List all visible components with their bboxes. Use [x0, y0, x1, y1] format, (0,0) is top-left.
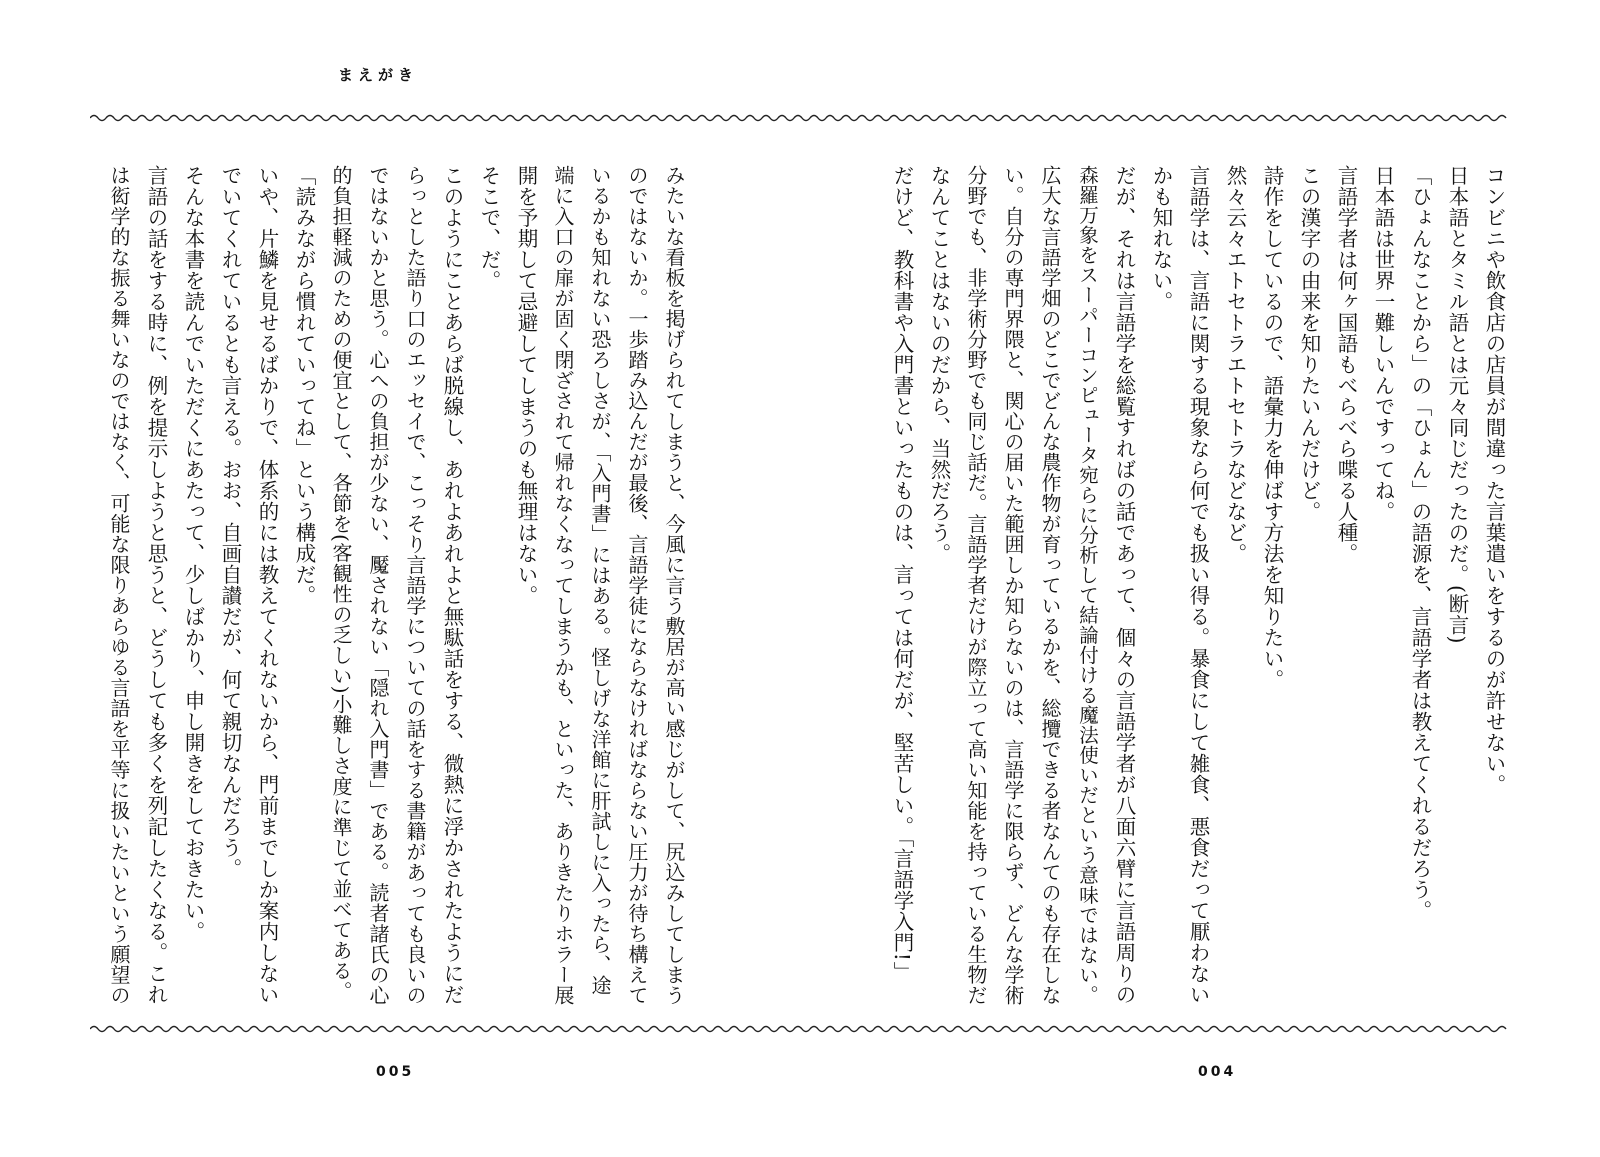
- body-line: だけど、教科書や入門書といったものは、言っては何だが、堅苦しい。「言語学入門!」: [890, 165, 914, 983]
- body-line: かも知れない。: [1149, 165, 1173, 312]
- body-line: コンビニや飲食店の店員が間違った言葉遣いをするのが許せない。: [1482, 165, 1506, 795]
- body-line: このようにことあらば脱線し、あれよあれよと無駄話をする、微熱に浮かされたようにだ: [440, 165, 464, 1005]
- body-line: ではないかと思う。心への負担が少ない、魘されない「隠れ入門書」である。読者諸氏の心: [366, 165, 390, 1006]
- body-line: 言語の話をする時に、例を提示しようと思うと、どうしても多くを列記したくなる。これ: [144, 165, 168, 1005]
- body-line: のではないか。一歩踏み込んだが最後、言語学徒にならなければならない圧力が待ち構えて: [625, 165, 649, 1006]
- body-line: だが、それは言語学を総覧すればの話であって、個々の言語学者が八面六臂に言語周りの: [1112, 165, 1136, 1005]
- body-line: 開を予期して忌避してしまうのも無理はない。: [514, 165, 538, 606]
- body-line: 然々云々エトセトラエトセトラなどなど。: [1223, 165, 1247, 564]
- page-number-left: 005: [376, 1064, 415, 1080]
- top-wave-divider: [90, 113, 1508, 123]
- body-line: 詩作をしているので、語彙力を伸ばす方法を知りたい。: [1260, 165, 1284, 690]
- body-line: 日本語は世界一難しいんですってね。: [1371, 165, 1395, 522]
- body-line: 広大な言語学畑のどこでどんな農作物が育っているかを、総攬できる者なんてのも存在しな: [1038, 165, 1062, 1006]
- body-line: は衒学的な振る舞いなのではなく、可能な限りあらゆる言語を平等に扱いたいという願望の: [107, 165, 131, 1006]
- body-line: い。自分の専門界隈と、関心の届いた範囲しか知らないのは、言語学に限らず、どんな学術: [1001, 165, 1025, 1006]
- body-line: 「ひょんなことから」の「ひょん」の語源を、言語学者は教えてくれるだろう。: [1408, 165, 1432, 921]
- body-line: 森羅万象をスーパーコンピュータ宛らに分析して結論付ける魔法使いだという意味ではない。: [1076, 165, 1099, 1005]
- body-line: この漢字の由来を知りたいんだけど。: [1297, 165, 1321, 522]
- body-line: そんな本書を読んでいただくにあたって、少しばかり、申し開きをしておきたい。: [181, 165, 205, 942]
- chapter-title: まえがき: [338, 66, 419, 84]
- body-line: らっとした語り口のエッセイで、こっそり言語学についての話をする書籍があっても良いの: [403, 165, 427, 1006]
- body-line: 言語学者は何ヶ国語もべらべら喋る人種。: [1334, 165, 1358, 564]
- body-line: いや、片鱗を見せるばかりで、体系的には教えてくれないから、門前までしか案内しない: [255, 165, 279, 1005]
- body-line: 「読みながら慣れていってね」という構成だ。: [292, 165, 316, 606]
- page-number-right: 004: [1198, 1064, 1237, 1080]
- body-line: 端に入口の扉が固く閉ざされて帰れなくなってしまうかも、といった、ありきたりホラー展: [551, 165, 575, 1006]
- body-line: 的負担軽減のための便宜として、各節を(客観性の乏しい)小難しさ度に準じて並べてある。: [329, 165, 353, 1002]
- body-line: 分野でも、非学術分野でも同じ話だ。言語学者だけが際立って高い知能を持っている生物だ: [964, 165, 988, 1006]
- bottom-wave-divider: [90, 1024, 1508, 1034]
- body-line: みたいな看板を掲げられてしまうと、今風に言う敷居が高い感じがして、尻込みしてしまう: [662, 165, 686, 1006]
- body-line: 日本語とタミル語とは元々同じだったのだ。(断言): [1445, 165, 1469, 644]
- body-line: そこで、だ。: [477, 165, 501, 291]
- body-line: 言語学は、言語に関する現象なら何でも扱い得る。暴食にして雑食、悪食だって厭わない: [1186, 165, 1210, 1005]
- body-line: いるかも知れない恐ろしさが、「入門書」にはある。怪しげな洋館に肝試しに入ったら、途: [588, 165, 612, 996]
- body-line: でいてくれているとも言える。おお、自画自讃だが、何て親切なんだろう。: [218, 165, 242, 879]
- body-line: なんてことはないのだから、当然だろう。: [927, 165, 951, 564]
